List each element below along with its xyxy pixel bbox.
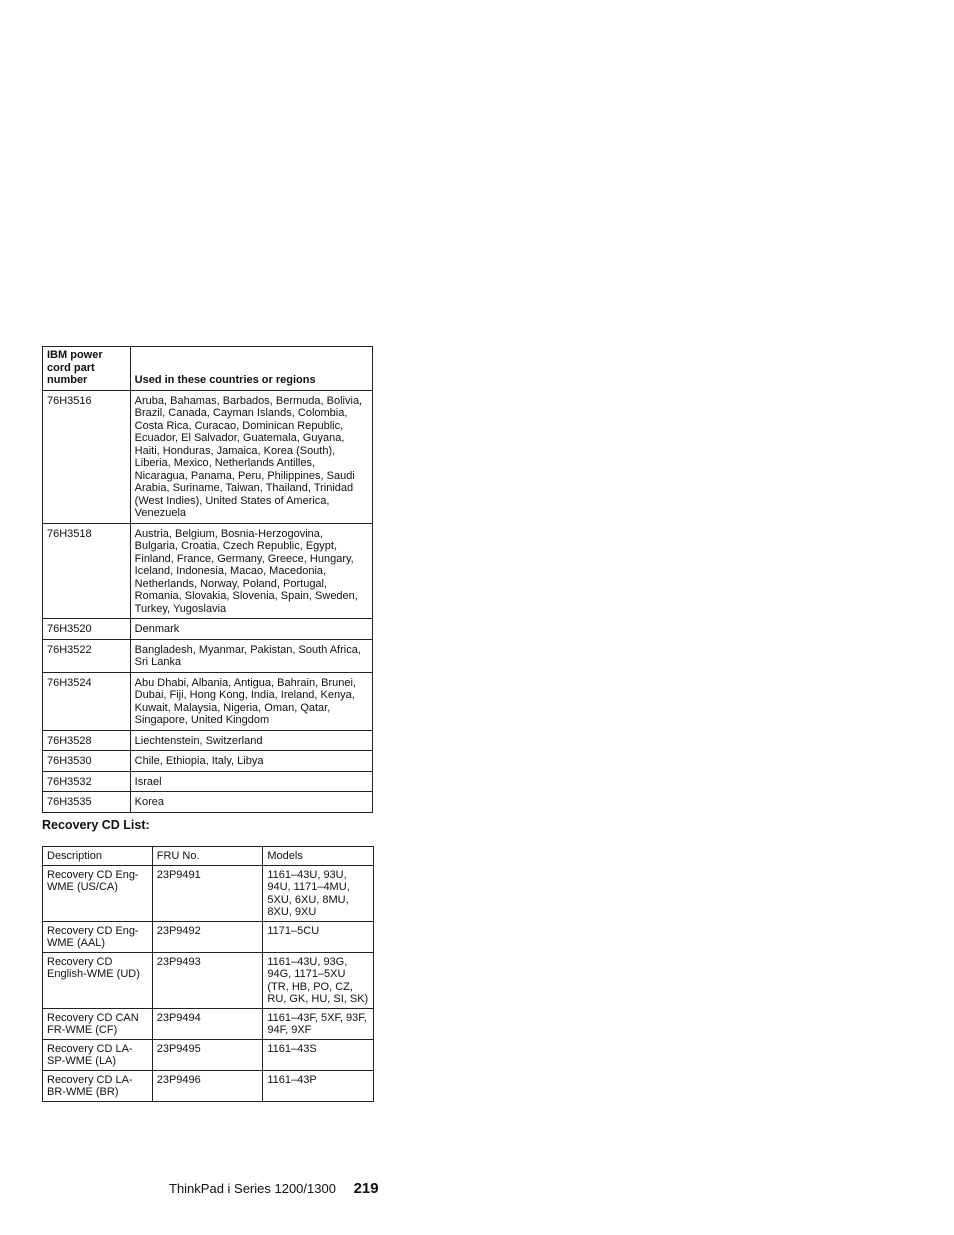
part-number-cell: 76H3522: [43, 639, 131, 672]
section-heading-recovery-cd-list: Recovery CD List:: [42, 818, 150, 832]
table-row: [43, 921, 374, 952]
description-cell: Recovery CD LA-BR-WME (BR): [43, 1070, 153, 1101]
table-row: [43, 730, 373, 751]
page-footer: [169, 1180, 379, 1197]
column-header-fru-no: FRU No.: [152, 847, 263, 866]
table-row: [43, 1070, 374, 1101]
page-number: 219: [353, 1180, 379, 1197]
countries-cell: Chile, Ethiopia, Italy, Libya: [130, 751, 372, 772]
table-row: [43, 672, 373, 730]
part-number-cell: 76H3530: [43, 751, 131, 772]
column-header-part-number: IBM power cord part number: [43, 347, 131, 391]
power-cord-table-body: [43, 390, 373, 812]
part-number-cell: 76H3520: [43, 619, 131, 640]
table-header-row: [43, 847, 374, 866]
part-number-cell: 76H3535: [43, 792, 131, 813]
countries-cell: Bangladesh, Myanmar, Pakistan, South Africa, Sri Lanka: [130, 639, 372, 672]
table-row: [43, 639, 373, 672]
fru-cell: 23P9494: [152, 1008, 263, 1039]
table-header-row: [43, 347, 373, 391]
description-cell: Recovery CD English-WME (UD): [43, 952, 153, 1008]
table-row: [43, 952, 374, 1008]
column-header-description: Description: [43, 847, 153, 866]
fru-cell: 23P9495: [152, 1039, 263, 1070]
table-row: [43, 771, 373, 792]
countries-cell: Korea: [130, 792, 372, 813]
column-header-countries: Used in these countries or regions: [130, 347, 372, 391]
recovery-cd-table: [42, 846, 374, 1102]
footer-title: ThinkPad i Series 1200/1300: [169, 1181, 336, 1196]
countries-cell: Aruba, Bahamas, Barbados, Bermuda, Bolivia, Brazil, Canada, Cayman Islands, Colombia, Costa Rica, Curacao, Dominican Republic, Ecuador, El Salvador, Guatemala, Guyana, Haiti, Honduras, Jamaica, Korea (South), Liberia, Mexico, Netherlands Antilles, Nicaragua, Panama, Peru, Philippines, Saudi Arabia, Suriname, Taiwan, Thailand, Trinidad (West Indies), United States of America, Venezuela: [130, 390, 372, 523]
countries-cell: Abu Dhabi, Albania, Antigua, Bahrain, Brunei, Dubai, Fiji, Hong Kong, India, Ireland, Kenya, Kuwait, Malaysia, Nigeria, Oman, Qatar, Singapore, United Kingdom: [130, 672, 372, 730]
part-number-cell: 76H3532: [43, 771, 131, 792]
table-row: [43, 751, 373, 772]
countries-cell: Denmark: [130, 619, 372, 640]
table-row: [43, 1039, 374, 1070]
countries-cell: Israel: [130, 771, 372, 792]
table-row: [43, 1008, 374, 1039]
fru-cell: 23P9492: [152, 921, 263, 952]
description-cell: Recovery CD LA-SP-WME (LA): [43, 1039, 153, 1070]
models-cell: 1161–43F, 5XF, 93F, 94F, 9XF: [263, 1008, 374, 1039]
description-cell: Recovery CD Eng-WME (US/CA): [43, 865, 153, 921]
fru-cell: 23P9493: [152, 952, 263, 1008]
table-row: [43, 792, 373, 813]
part-number-cell: 76H3516: [43, 390, 131, 523]
table-row: [43, 523, 373, 619]
table-row: [43, 865, 374, 921]
fru-cell: 23P9496: [152, 1070, 263, 1101]
description-cell: Recovery CD Eng-WME (AAL): [43, 921, 153, 952]
models-cell: 1161–43U, 93G, 94G, 1171–5XU (TR, HB, PO, CZ, RU, GK, HU, SI, SK): [263, 952, 374, 1008]
fru-cell: 23P9491: [152, 865, 263, 921]
models-cell: 1171–5CU: [263, 921, 374, 952]
countries-cell: Liechtenstein, Switzerland: [130, 730, 372, 751]
part-number-cell: 76H3524: [43, 672, 131, 730]
table-row: [43, 619, 373, 640]
table-row: [43, 390, 373, 523]
power-cord-table: [42, 346, 373, 813]
description-cell: Recovery CD CAN FR-WME (CF): [43, 1008, 153, 1039]
recovery-cd-table-body: [43, 865, 374, 1101]
part-number-cell: 76H3528: [43, 730, 131, 751]
countries-cell: Austria, Belgium, Bosnia-Herzogovina, Bulgaria, Croatia, Czech Republic, Egypt, Finland, France, Germany, Greece, Hungary, Iceland, Indonesia, Macao, Macedonia, Netherlands, Norway, Poland, Portugal, Romania, Slovakia, Slovenia, Spain, Sweden, Turkey, Yugoslavia: [130, 523, 372, 619]
models-cell: 1161–43P: [263, 1070, 374, 1101]
models-cell: 1161–43S: [263, 1039, 374, 1070]
column-header-models: Models: [263, 847, 374, 866]
part-number-cell: 76H3518: [43, 523, 131, 619]
models-cell: 1161–43U, 93U, 94U, 1171–4MU, 5XU, 6XU, 8MU, 8XU, 9XU: [263, 865, 374, 921]
